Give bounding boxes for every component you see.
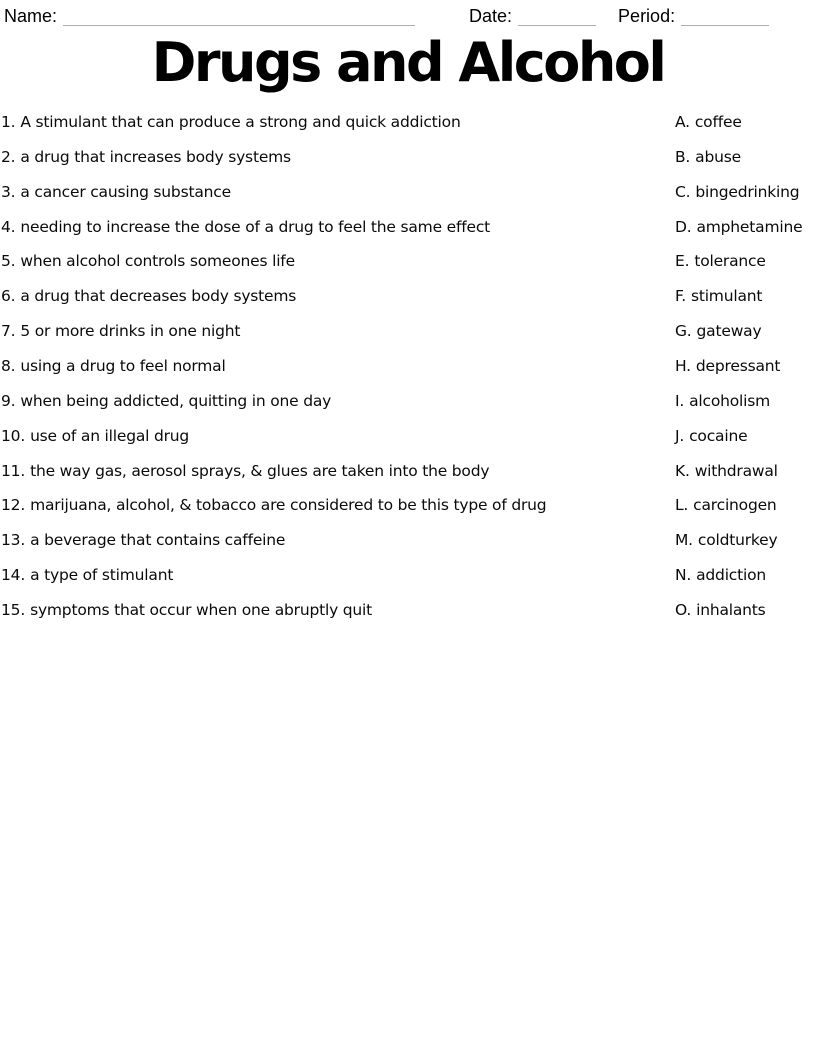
question-text: use of an illegal drug (30, 426, 190, 445)
question-number: 8. (1, 357, 16, 376)
answer-text: amphetamine (696, 217, 803, 236)
name-field-group (4, 6, 415, 26)
answer-item (675, 279, 816, 314)
answer-letter: B. (675, 147, 691, 166)
answer-letter: J. (675, 426, 685, 445)
period-blank-line (681, 8, 769, 26)
question-item (1, 419, 675, 454)
answer-letter: L. (675, 496, 689, 515)
question-item (1, 140, 675, 175)
answer-letter: H. (675, 357, 691, 376)
question-number: 9. (1, 391, 16, 410)
answer-item (675, 488, 816, 523)
question-number: 1. (1, 113, 16, 131)
question-number: 3. (1, 182, 16, 201)
question-item (1, 558, 675, 593)
answer-letter: G. (675, 322, 692, 341)
answer-letter: N. (675, 566, 692, 585)
question-number: 15. (1, 601, 26, 620)
answer-text: depressant (695, 357, 781, 376)
question-item (1, 488, 675, 523)
answer-letter: D. (675, 217, 692, 236)
question-number: 4. (1, 217, 16, 236)
question-text: symptoms that occur when one abruptly quit (30, 601, 373, 620)
answer-text: cocaine (689, 426, 748, 445)
answer-letter: K. (675, 461, 690, 480)
answer-text: alcoholism (689, 391, 771, 410)
question-text: a drug that decreases body systems (20, 287, 297, 306)
question-item (1, 314, 675, 349)
answer-letter: I. (675, 391, 685, 410)
answer-text: coffee (694, 113, 742, 131)
period-field-group (618, 6, 769, 26)
question-number: 10. (1, 426, 26, 445)
answer-text: abuse (695, 147, 741, 166)
answer-text: addiction (696, 566, 767, 585)
answer-text: gateway (696, 322, 762, 341)
answer-text: coldturkey (697, 531, 778, 550)
question-text: using a drug to feel normal (20, 357, 226, 376)
date-label: Date: (469, 6, 513, 26)
question-number: 14. (1, 566, 26, 585)
question-item (1, 349, 675, 384)
answers-column (675, 105, 816, 628)
question-text: A stimulant that can produce a strong and quick addiction (20, 113, 461, 131)
answer-letter: A. (675, 113, 690, 131)
answer-text: tolerance (694, 252, 766, 271)
answer-text: stimulant (690, 287, 763, 306)
answer-letter: M. (675, 531, 693, 550)
answer-item (675, 593, 816, 628)
answer-item (675, 558, 816, 593)
answer-letter: C. (675, 182, 691, 201)
answer-item (675, 454, 816, 489)
question-item (1, 454, 675, 489)
answer-item (675, 523, 816, 558)
question-item (1, 105, 675, 140)
answer-text: withdrawal (694, 461, 778, 480)
question-number: 7. (1, 322, 16, 341)
answer-item (675, 244, 816, 279)
question-text: needing to increase the dose of a drug to feel the same effect (20, 217, 491, 236)
answer-text: bingedrinking (695, 182, 800, 201)
question-item (1, 175, 675, 210)
answer-item (675, 314, 816, 349)
question-text: when being addicted, quitting in one day (20, 391, 332, 410)
answer-text: carcinogen (693, 496, 777, 515)
answer-letter: E. (675, 252, 690, 271)
question-text: a beverage that contains caffeine (30, 531, 286, 550)
worksheet-header (0, 0, 816, 26)
answer-letter: F. (675, 287, 686, 306)
name-blank-line (63, 8, 415, 26)
date-blank-line (518, 8, 596, 26)
question-number: 2. (1, 147, 16, 166)
answer-item (675, 175, 816, 210)
question-text: when alcohol controls someones life (20, 252, 295, 271)
name-label: Name: (4, 6, 58, 26)
question-number: 11. (1, 461, 26, 480)
question-number: 5. (1, 252, 16, 271)
answer-item (675, 349, 816, 384)
question-number: 6. (1, 287, 16, 306)
question-text: 5 or more drinks in one night (20, 322, 241, 341)
question-item (1, 244, 675, 279)
questions-column (0, 105, 675, 628)
question-item (1, 210, 675, 245)
answer-item (675, 105, 816, 140)
period-label: Period: (618, 6, 676, 26)
question-text: marijuana, alcohol, & tobacco are considered to be this type of drug (30, 496, 547, 515)
matching-area (0, 105, 816, 628)
question-text: the way gas, aerosol sprays, & glues are taken into the body (30, 461, 490, 480)
worksheet-title: Drugs and Alcohol (151, 31, 665, 94)
answer-item (675, 210, 816, 245)
question-number: 13. (1, 531, 26, 550)
question-text: a drug that increases body systems (20, 147, 291, 166)
answer-item (675, 419, 816, 454)
date-field-group (469, 6, 596, 26)
question-text: a cancer causing substance (20, 182, 231, 201)
question-item (1, 384, 675, 419)
answer-item (675, 384, 816, 419)
question-number: 12. (1, 496, 26, 515)
question-item (1, 523, 675, 558)
answer-item (675, 140, 816, 175)
answer-text: inhalants (696, 601, 766, 620)
question-item (1, 279, 675, 314)
question-item (1, 593, 675, 628)
answer-letter: O. (675, 601, 692, 620)
question-text: a type of stimulant (30, 566, 174, 585)
